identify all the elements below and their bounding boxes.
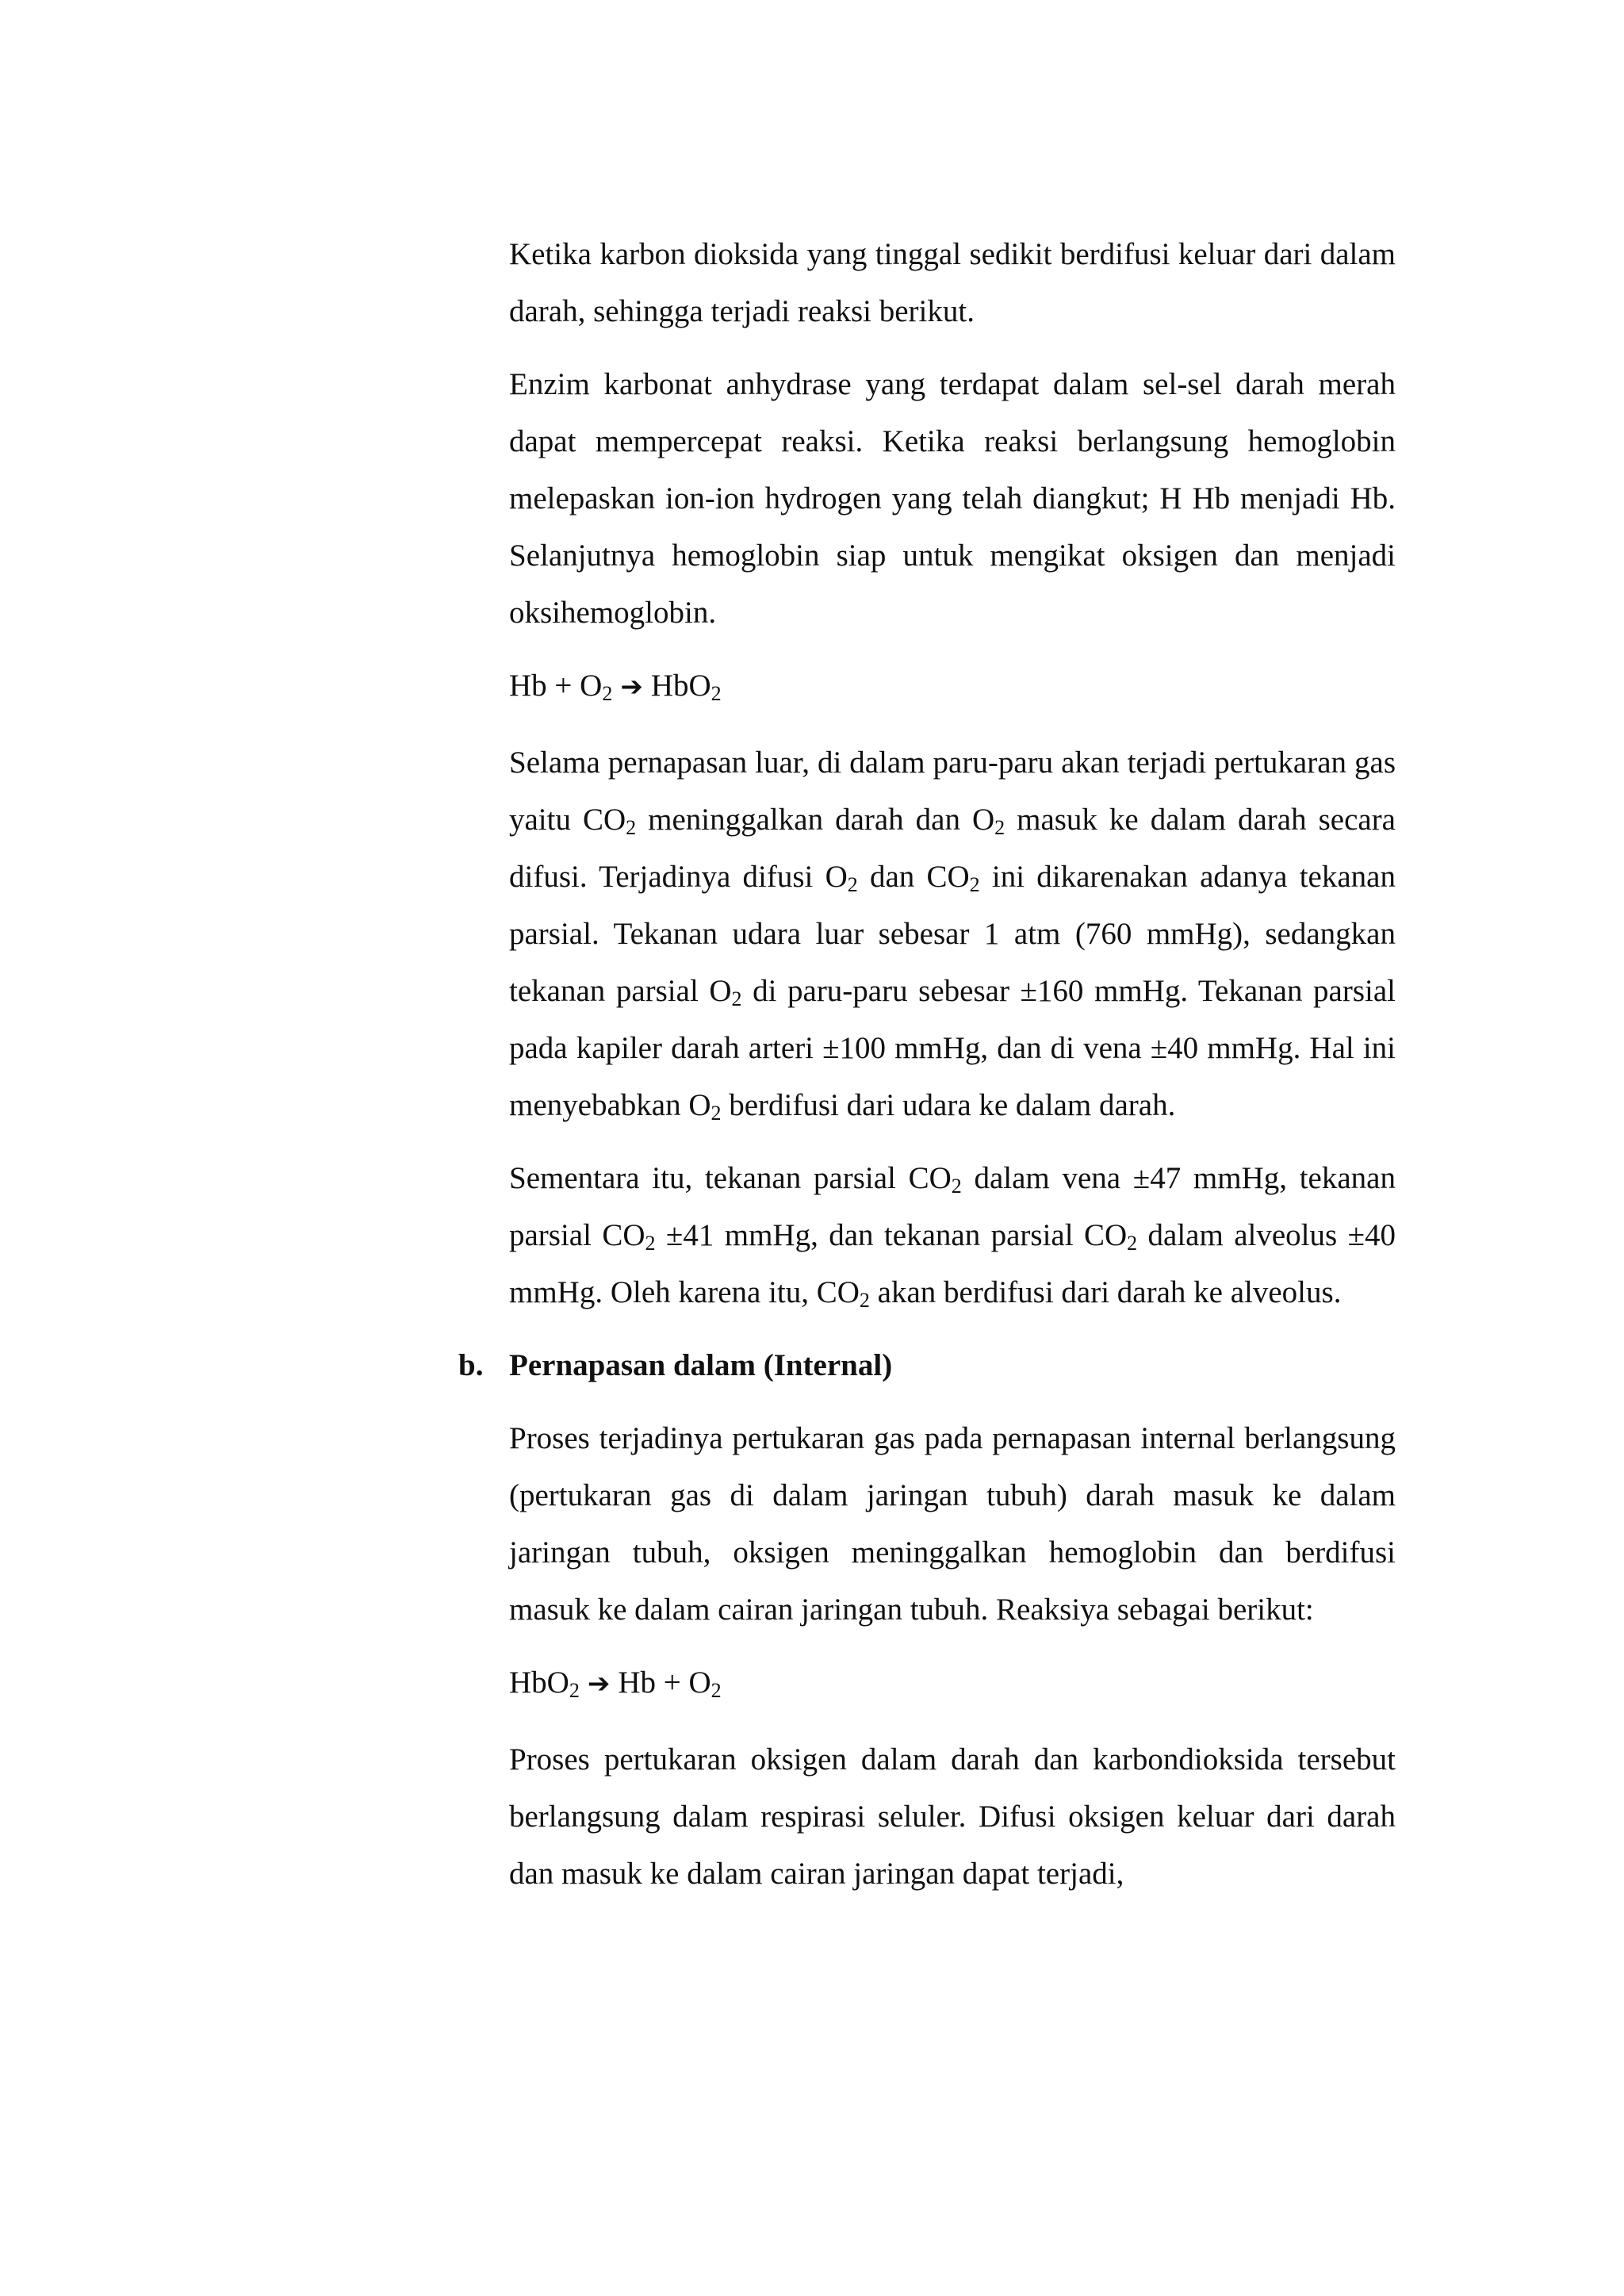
paragraph-6: Proses pertukaran oksigen dalam darah dan karbondioksida tersebut berlangsung dalam respirasi seluler. Difusi oksigen keluar dari darah dan masuk ke dalam cairan jaringan dapat terjadi,: [509, 1742, 1396, 1891]
section-b-marker: b.: [458, 1348, 484, 1382]
subscript: 2: [731, 987, 742, 1010]
paragraph-5: Proses terjadinya pertukaran gas pada pernapasan internal berlangsung (pertukaran gas di dalam jaringan tubuh) darah masuk ke dalam jaringan tubuh, oksigen meninggalkan hemoglobin dan berdifusi masuk ke dalam cairan jaringan tubuh. Reaksiya sebagai berikut:: [509, 1421, 1396, 1627]
subscript: 2: [710, 1679, 722, 1702]
formula-2-rhs: Hb + O: [618, 1665, 711, 1700]
formula-hbo2-release: [509, 1654, 1396, 1712]
subscript: 2: [847, 873, 858, 896]
subscript: 2: [994, 816, 1005, 839]
paragraph-3-text: ini dikarenakan adanya tekanan parsial. Tekanan udara luar sebesar 1 atm (760 mmHg), sedangkan tekanan parsial O: [509, 860, 1396, 1008]
paragraph-4-text: akan berdifusi dari darah ke alveolus.: [869, 1275, 1342, 1309]
paragraph-1: Ketika karbon dioksida yang tinggal sedikit berdifusi keluar dari dalam darah, sehingga terjadi reaksi berikut.: [509, 237, 1396, 328]
subscript: 2: [569, 1679, 580, 1702]
paragraph-4-text: ±41 mmHg, dan tekanan parsial CO: [655, 1218, 1128, 1252]
paragraph-3-text: di paru-paru sebesar ±160 mmHg. Tekanan parsial pada kapiler darah arteri ±100 mmHg, dan di vena ±40 mmHg. Hal ini menyebabkan O: [509, 974, 1396, 1122]
paragraph-3-text: Selama pernapasan luar, di dalam paru-paru akan terjadi pertukaran gas yaitu CO: [509, 746, 1396, 837]
paragraph-3-text: meninggalkan darah dan O: [636, 803, 995, 837]
right-arrow-icon: ➔: [620, 671, 643, 703]
paragraph-3-text: masuk ke dalam darah secara difusi. Terjadinya difusi O: [509, 803, 1396, 894]
paragraph-4-text: dalam alveolus ±40 mmHg. Oleh karena itu, CO: [509, 1218, 1396, 1309]
subscript: 2: [969, 873, 980, 896]
formula-1-lhs: Hb + O: [509, 669, 603, 703]
subscript: 2: [710, 682, 722, 705]
paragraph-2: Enzim karbonat anhydrase yang terdapat dalam sel-sel darah merah dapat mempercepat reaksi. Ketika reaksi berlangsung hemoglobin melepaskan ion-ion hydrogen yang telah diangkut; H Hb menjadi Hb. Selanjutnya hemoglobin siap untuk mengikat oksigen dan menjadi oksihemoglobin.: [509, 367, 1396, 630]
section-b-heading: [458, 1337, 1396, 1394]
subscript: 2: [951, 1175, 962, 1198]
paragraph-3-text: dan CO: [857, 860, 970, 894]
subscript: 2: [626, 816, 637, 839]
section-b-title: Pernapasan dalam (Internal): [509, 1348, 893, 1382]
right-arrow-icon: ➔: [587, 1668, 611, 1700]
subscript: 2: [645, 1232, 656, 1255]
subscript: 2: [859, 1289, 870, 1312]
paragraph-4-text: Sementara itu, tekanan parsial CO: [509, 1161, 952, 1195]
subscript: 2: [1127, 1232, 1138, 1255]
paragraph-4: [509, 1150, 1396, 1321]
page-content: [458, 226, 1396, 1918]
paragraph-3: [509, 734, 1396, 1134]
subscript: 2: [602, 682, 613, 705]
paragraph-3-text: berdifusi dari udara ke dalam darah.: [721, 1088, 1176, 1122]
paragraph-4-text: dalam vena ±47 mmHg, tekanan parsial CO: [509, 1161, 1396, 1252]
subscript: 2: [710, 1102, 722, 1125]
formula-1-rhs: HbO: [650, 669, 711, 703]
formula-hb-oxygen: [509, 657, 1396, 715]
formula-2-lhs: HbO: [509, 1665, 569, 1700]
